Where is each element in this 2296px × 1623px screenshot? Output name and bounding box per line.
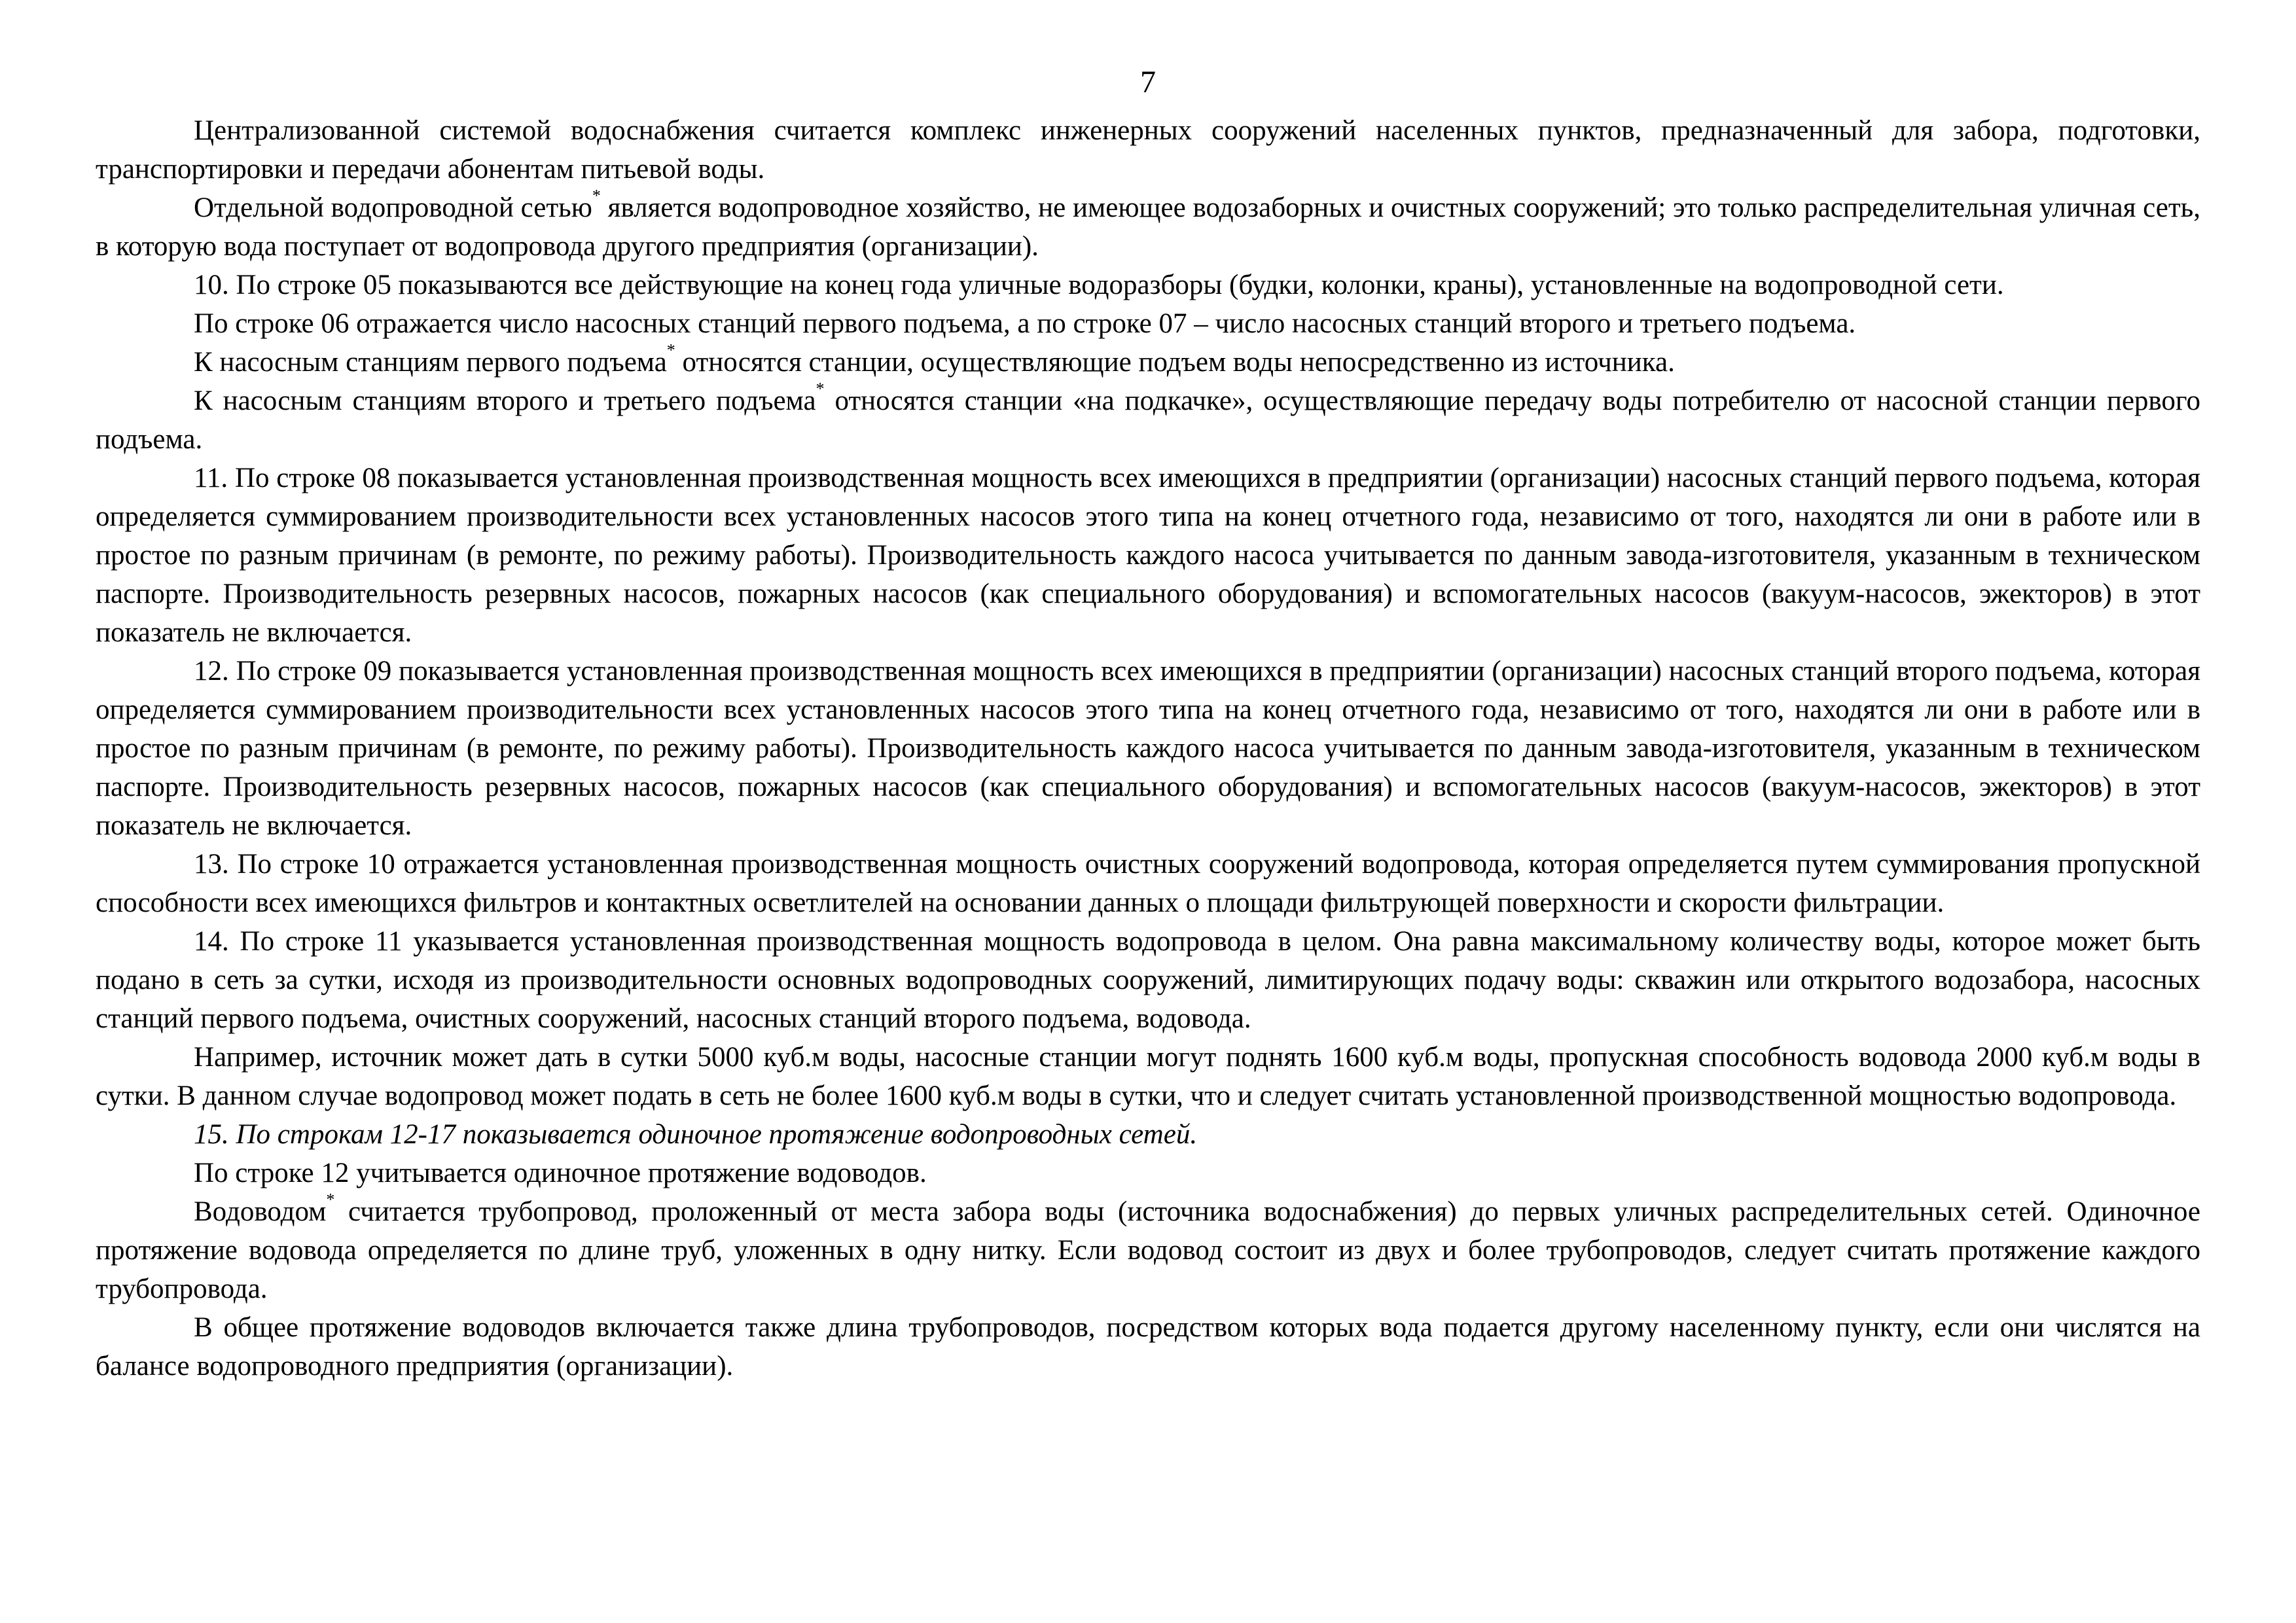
paragraph-centralized-system [96,111,2200,188]
paragraph-text: 10. По строке 05 показываются все действующие на конец года уличные водоразборы (будки, колонки, краны), установленные на водопроводной сети. [194,270,2004,300]
footnote-marker: * [666,340,675,360]
paragraph-text-continued: относятся станции, осуществляющие подъем воды непосредственно из источника. [675,347,1675,378]
paragraph-item-12 [96,652,2200,845]
paragraph-lines-06-07 [96,304,2200,343]
paragraph-text: 15. По строкам 12-17 показывается одиночное протяжение водопроводных сетей. [194,1119,1198,1150]
paragraph-text: Водоводом [194,1196,327,1227]
paragraph-item-10 [96,266,2200,304]
footnote-marker: * [816,379,825,399]
paragraph-total-length [96,1308,2200,1385]
paragraph-text: 14. По строке 11 указывается установленная производственная мощность водопровода в целом. Она равна максимальному количеству воды, которое может быть подано в сеть за сутки, исходя из производительности основных водопроводных сооружений, лимитирующих подачу воды: скважин или открытого водозабора, насосных станций первого подъема, очистных сооружений, насосных станций второго подъема, водовода. [96,926,2200,1034]
paragraph-text: 13. По строке 10 отражается установленная производственная мощность очистных сооружений водопровода, которая определяется путем суммирования пропускной способности всех имеющихся фильтров и контактных осветлителей на основании данных о площади фильтрующей поверхности и скорости фильтрации. [96,849,2200,918]
paragraph-second-third-lift-stations [96,379,2200,459]
paragraph-line-12 [96,1154,2200,1192]
paragraph-text: К насосным станциям второго и третьего подъема [194,385,816,416]
paragraph-text: По строке 12 учитывается одиночное протяжение водоводов. [194,1158,927,1188]
paragraph-text: Отдельной водопроводной сетью [194,192,592,223]
paragraph-item-14 [96,922,2200,1038]
paragraph-text-continued: считается трубопровод, проложенный от места забора воды (источника водоснабжения) до первых уличных распределительных сетей. Одиночное протяжение водовода определяется по длине труб, уложенных в одну нитку. Если водовод состоит из двух и более трубопроводов, следует считать протяжение каждого трубопровода. [96,1196,2200,1304]
paragraph-item-15 [96,1115,2200,1154]
paragraph-text: Например, источник может дать в сутки 5000 куб.м воды, насосные станции могут поднять 1600 куб.м воды, пропускная способность водовода 2000 куб.м воды в сутки. В данном случае водопровод может подать в сеть не более 1600 куб.м воды в сутки, что и следует считать установленной производственной мощностью водопровода. [96,1042,2200,1111]
paragraph-text-continued: относятся станции «на подкачке», осуществляющие передачу воды потребителю от насосной станции первого подъема. [96,385,2200,455]
paragraph-first-lift-stations [96,340,2200,382]
paragraph-text: 12. По строке 09 показывается установленная производственная мощность всех имеющихся в предприятии (организации) насосных станций второго подъема, которая определяется суммированием производительности всех установленных насосов этого типа на конец отчетного года, независимо от того, находятся ли они в работе или в простое по разным причинам (в ремонте, по режиму работы). Производительность каждого насоса учитывается по данным завода-изготовителя, указанным в техническом паспорте. Производительность резервных насосов, пожарных насосов (как специального оборудования) и вспомогательных насосов (вакуум-насосов, эжекторов) в этот показатель не включается. [96,656,2200,841]
paragraph-water-main-definition [96,1192,2200,1308]
footnote-marker: * [326,1190,335,1209]
paragraph-separate-network [96,188,2200,266]
paragraph-text: В общее протяжение водоводов включается также длина трубопроводов, посредством которых вода подается другому населенному пункту, если они числятся на балансе водопроводного предприятия (организации). [96,1312,2200,1382]
paragraph-text: Централизованной системой водоснабжения считается комплекс инженерных сооружений населенных пунктов, предназначенный для забора, подготовки, транспортировки и передачи абонентам питьевой воды. [96,115,2200,185]
document-body [96,111,2200,1385]
paragraph-example [96,1038,2200,1115]
footnote-marker: * [592,186,601,205]
paragraph-item-13 [96,845,2200,922]
paragraph-text: К насосным станциям первого подъема [194,347,667,378]
paragraph-text: По строке 06 отражается число насосных станций первого подъема, а по строке 07 – число насосных станций второго и третьего подъема. [194,308,1856,339]
paragraph-text: 11. По строке 08 показывается установленная производственная мощность всех имеющихся в предприятии (организации) насосных станций первого подъема, которая определяется суммированием производительности всех установленных насосов этого типа на конец отчетного года, независимо от того, находятся ли они в работе или в простое по разным причинам (в ремонте, по режиму работы). Производительность каждого насоса учитывается по данным завода-изготовителя, указанным в техническом паспорте. Производительность резервных насосов, пожарных насосов (как специального оборудования) и вспомогательных насосов (вакуум-насосов, эжекторов) в этот показатель не включается. [96,463,2200,648]
page-number: 7 [1140,65,1156,99]
paragraph-text-continued: является водопроводное хозяйство, не имеющее водозаборных и очистных сооружений; это только распределительная уличная сеть, в которую вода поступает от водопровода другого предприятия (организации). [96,192,2200,262]
paragraph-item-11 [96,459,2200,652]
